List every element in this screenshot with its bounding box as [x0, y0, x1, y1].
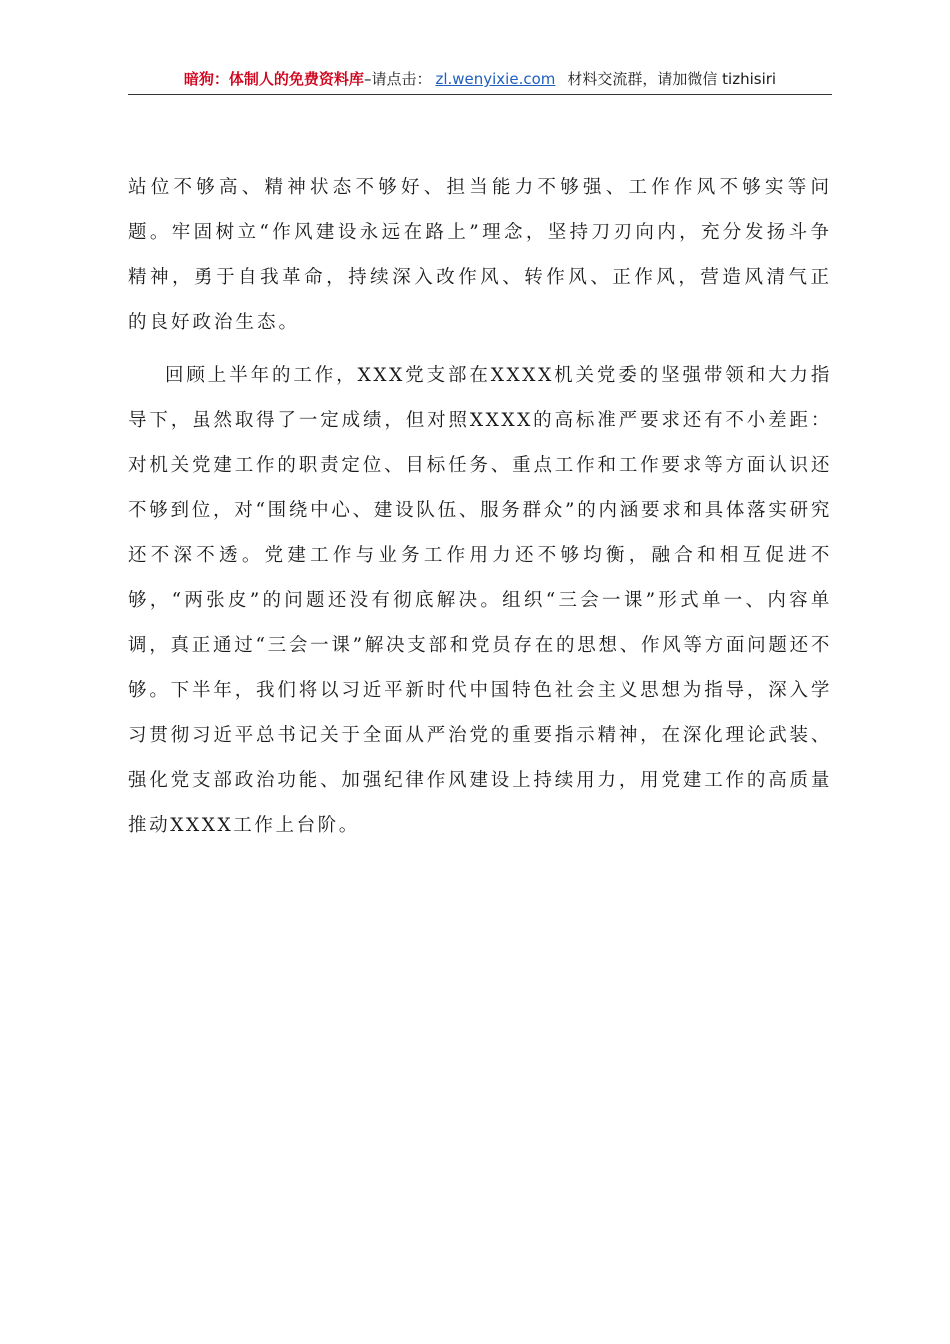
paragraph-review: 回顾上半年的工作，XXX党支部在XXXX机关党委的坚强带领和大力指导下，虽然取得了一定成绩，但对照XXXX的高标准严要求还有不小差距：对机关党建工作的职责定位、目标任务、重点工作和工作要求等方面认识还不够到位，对“围绕中心、建设队伍、服务群众”的内涵要求和具体落实研究还不深不透。党建工作与业务工作用力还不够均衡，融合和相互促进不够，“两张皮”的问题还没有彻底解决。组织“三会一课”形式单一、内容单调，真正通过“三会一课”解决支部和党员存在的思想、作风等方面问题还不够。下半年，我们将以习近平新时代中国特色社会主义思想为指导，深入学习贯彻习近平总书记关于全面从严治党的重要指示精神，在深化理论武装、强化党支部政治功能、加强纪律作风建设上持续用力，用党建工作的高质量推动XXXX工作上台阶。: [128, 365, 832, 836]
paragraph-continued: 站位不够高、精神状态不够好、担当能力不够强、工作作风不够实等问题。牢固树立“作风建设永远在路上”理念，坚持刀刃向内，充分发扬斗争精神，勇于自我革命，持续深入改作风、转作风、正作风，营造风清气正的良好政治生态。: [128, 177, 832, 333]
contact-info: 材料交流群，请加微信 tizhisiri: [567, 70, 777, 88]
document-body: [128, 165, 832, 848]
click-prompt: –请点击：: [363, 70, 432, 88]
site-link[interactable]: zl.wenyixie.com: [435, 70, 556, 88]
site-name: 暗狗：体制人的免费资料库: [183, 70, 364, 88]
page-header: [128, 68, 832, 95]
